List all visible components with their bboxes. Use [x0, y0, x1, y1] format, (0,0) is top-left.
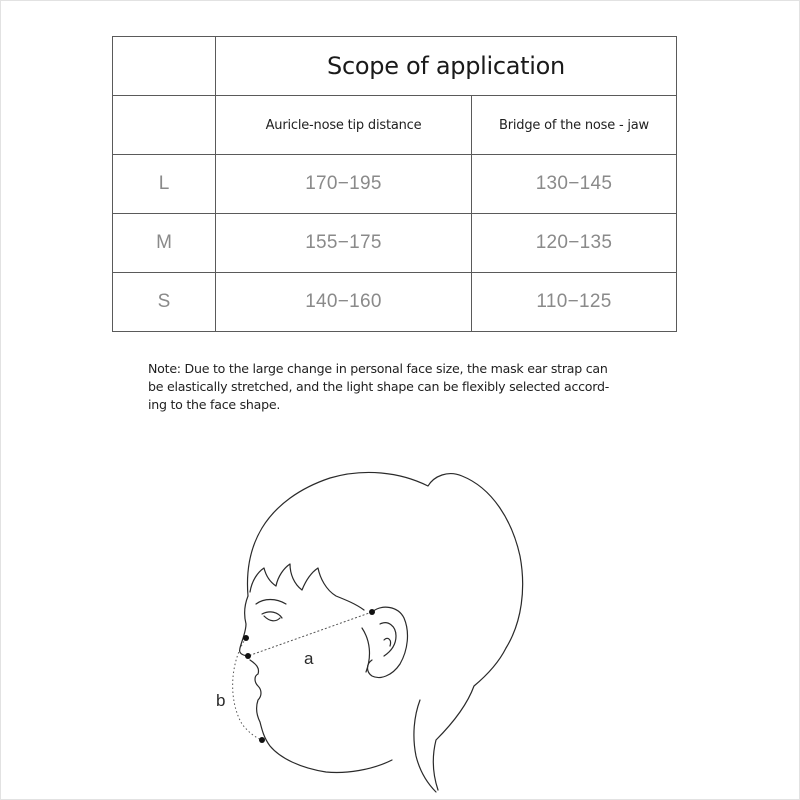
ear	[368, 607, 408, 677]
table-title: Scope of application	[216, 37, 677, 96]
point-auricle	[369, 609, 375, 615]
note-line: Note: Due to the large change in personal face size, the mask ear strap can	[148, 361, 608, 376]
bridge-jaw-value: 130−145	[472, 155, 677, 214]
note-line: ing to the face shape.	[148, 397, 281, 412]
size-label: M	[113, 214, 216, 273]
face-measurement-diagram	[0, 440, 800, 798]
auricle-nose-value: 155−175	[216, 214, 472, 273]
table-row	[113, 155, 677, 214]
note-paragraph	[148, 360, 658, 414]
corner-cell-2	[113, 96, 216, 155]
bridge-jaw-value: 110−125	[472, 273, 677, 332]
table-row	[113, 214, 677, 273]
size-table	[112, 36, 677, 332]
auricle-nose-value: 140−160	[216, 273, 472, 332]
bridge-jaw-value: 120−135	[472, 214, 677, 273]
eyebrow	[256, 600, 286, 605]
note-line: be elastically stretched, and the light shape can be flexibly selected accord-	[148, 379, 609, 394]
point-nose-bridge	[243, 635, 249, 641]
auricle-nose-value: 170−195	[216, 155, 472, 214]
head-outline	[248, 472, 523, 790]
column-header-bridge-jaw: Bridge of the nose - jaw	[472, 96, 677, 155]
neck-back	[414, 700, 436, 792]
mouth-chin	[250, 660, 392, 773]
face-profile	[240, 596, 250, 656]
table-row	[113, 273, 677, 332]
size-label: S	[113, 273, 216, 332]
corner-cell	[113, 37, 216, 96]
label-b: b	[216, 691, 226, 710]
hair-fringe	[250, 564, 364, 610]
point-nose-tip	[245, 653, 251, 659]
column-header-auricle-nose: Auricle-nose tip distance	[216, 96, 472, 155]
label-a: a	[304, 649, 314, 668]
size-label: L	[113, 155, 216, 214]
point-jaw	[259, 737, 265, 743]
